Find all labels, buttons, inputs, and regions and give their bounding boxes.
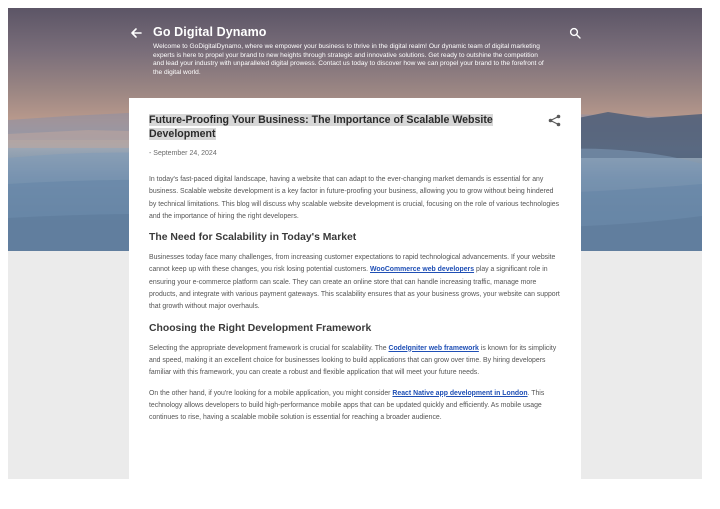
paragraph-text: is known for its simplicity and speed, making it an excellent choice for businesses looking to build applications that can grow over time. By hiring developers familiar with this framework, you can create a robust and flexible application that will meet your future needs. bbox=[149, 344, 557, 377]
post-title bbox=[149, 114, 519, 141]
paragraph-text: Selecting the appropriate development framework is crucial for scalability. The bbox=[149, 344, 389, 352]
search-icon[interactable] bbox=[569, 27, 581, 39]
paragraph bbox=[149, 343, 562, 380]
section-heading: Choosing the Right Development Framework bbox=[149, 322, 372, 334]
woocommerce-link[interactable]: WooCommerce web developers bbox=[370, 266, 475, 274]
blog-description: Welcome to GoDigitalDynamo, where we empower your business to thrive in the digital realm! Our dynamic team of digital marketing experts is here to propel your brand to new heights through strategic and innovative solutions. Get ready to outshine the competition and lead your industry with unparalleled digital prowess. Contact us today to discover how we can propel your brand to the forefront of the digital world. bbox=[153, 43, 544, 76]
blog-header bbox=[8, 8, 702, 108]
post-body bbox=[149, 174, 562, 432]
blog-title[interactable]: Go Digital Dynamo bbox=[153, 25, 267, 39]
arrow-left-icon[interactable] bbox=[128, 25, 144, 41]
post-date[interactable]: - September 24, 2024 bbox=[149, 150, 217, 157]
paragraph-text: Businesses today face many challenges, from increasing customer expectations to rapid technological advancements. If your website cannot keep up with these changes, you risk losing potential customers. bbox=[149, 254, 556, 274]
intro-paragraph: In today's fast-paced digital landscape, having a website that can adapt to the ever-changing market demands is essential for any business. Scalable website development is a key factor in future-proofing your business, allowing you to grow without being hindered by technical limitations. This blog will discuss why scalable website development is crucial, focusing on the role of various technologies and the importance of hiring the right developers. bbox=[149, 176, 560, 220]
codeigniter-link[interactable]: CodeIgniter web framework bbox=[388, 344, 479, 352]
paragraph bbox=[149, 388, 562, 425]
post-card bbox=[129, 98, 581, 479]
paragraph-text: play a significant role in ensuring your e-commerce platform can scale. They can create an online store that can handle increasing traffic, manage more products, and integrate with various payment gateways. This scalability ensures that as your business grows, your website can support that growth without major overhauls. bbox=[149, 266, 560, 311]
paragraph-text: On the other hand, if you're looking for a mobile application, you might consider bbox=[149, 389, 393, 397]
share-icon[interactable] bbox=[548, 114, 561, 127]
paragraph-text: . This technology allows developers to build high-performance mobile apps that can be updated quickly and efficiently. As mobile usage continues to rise, having a scalable mobile solution is essential for reaching a broader audience. bbox=[149, 389, 545, 422]
section-heading: The Need for Scalability in Today's Market bbox=[149, 232, 357, 244]
paragraph bbox=[149, 252, 562, 313]
post-title-text: Future-Proofing Your Business: The Importance of Scalable Website Development bbox=[149, 114, 493, 140]
react-native-link[interactable]: React Native app development in London bbox=[392, 389, 528, 397]
